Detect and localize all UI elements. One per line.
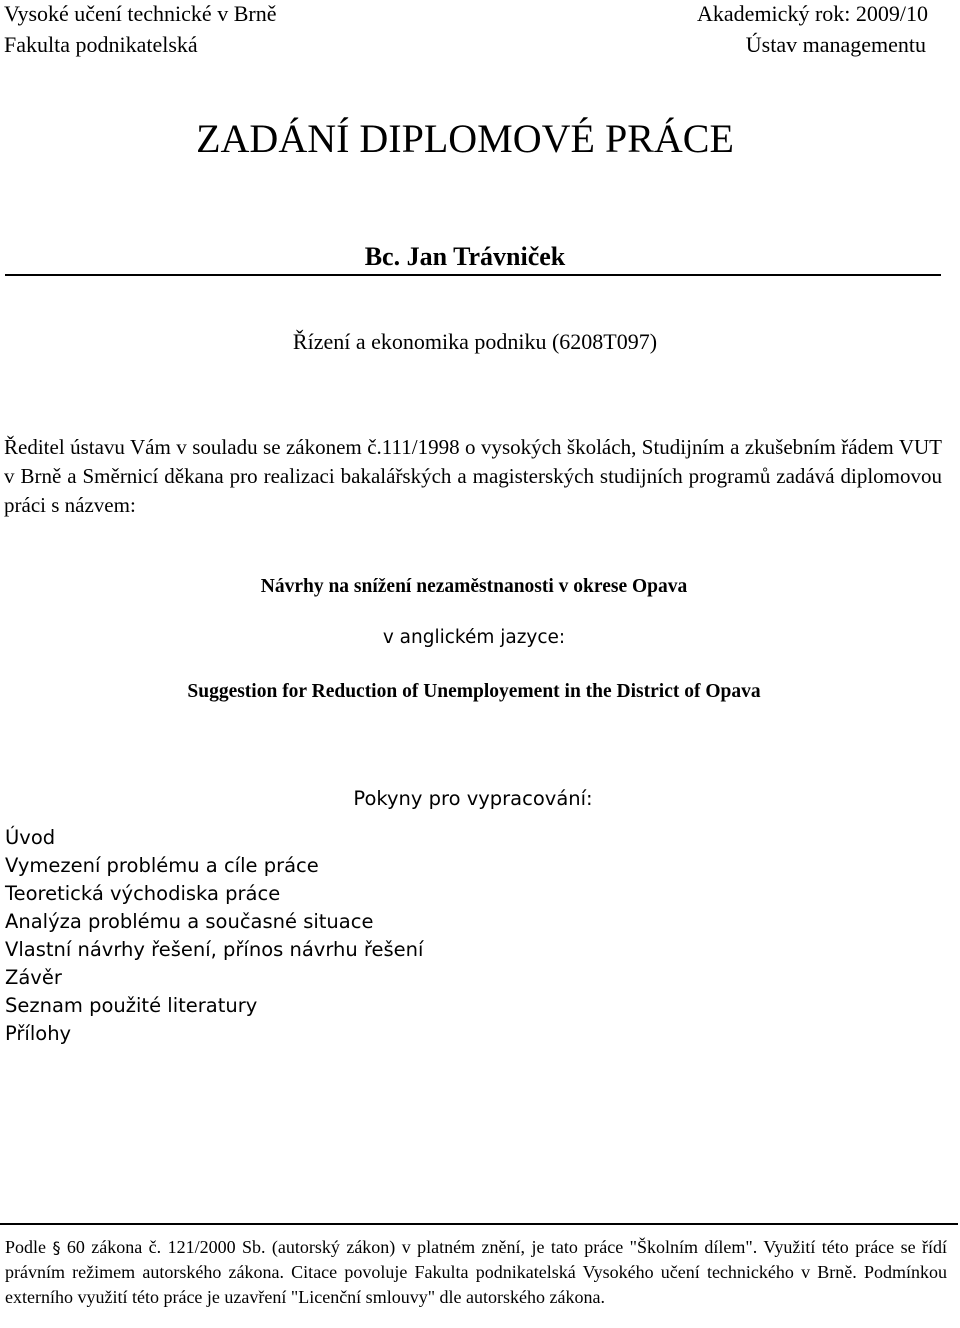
- study-program: Řízení a ekonomika podniku (6208T097): [292, 329, 658, 354]
- instructions-heading: Pokyny pro vypracování:: [353, 787, 593, 810]
- list-item: Vlastní návrhy řešení, přínos návrhu řešení: [5, 938, 424, 961]
- legal-notice: [5, 1235, 947, 1310]
- list-item: Přílohy: [5, 1022, 72, 1045]
- list-item: Závěr: [5, 966, 62, 989]
- student-name: Bc. Jan Trávniček: [364, 242, 566, 271]
- list-item: Teoretická východiska práce: [5, 882, 281, 905]
- intro-paragraph: Ředitel ústavu Vám v souladu se zákonem č.111/1998 o vysokých školách, Studijním a zkušebním řádem VUT v Brně a Směrnicí děkana pro realizaci bakalářských a magisterských studijních programů zadává diplomovou práci s názvem:: [4, 435, 942, 517]
- faculty-name: Fakulta podnikatelská: [4, 32, 198, 57]
- footer-rule: [0, 1223, 958, 1225]
- thesis-title-en: Suggestion for Reduction of Unemployement in the District of Opava: [187, 681, 761, 702]
- list-item: Úvod: [5, 826, 56, 849]
- list-item: Analýza problému a současné situace: [5, 910, 374, 933]
- academic-year: Akademický rok: 2009/10: [697, 1, 928, 26]
- list-item: Seznam použité literatury: [5, 994, 258, 1017]
- legal-text: 60 zákona č. 121/2000 Sb. (autorský zákon) v platném znění, je tato práce "Školním dílem". Využití této práce se řídí právním režimem autorského zákona. Citace povoluje Fakulta podnikatelská Vysokého učení technického v Brně. Podmínkou externího využití této práce je uzavření "Licenční smlouvy" dle autorského zákona.: [5, 1237, 947, 1307]
- thesis-title-cz: Návrhy na snížení nezaměstnanosti v okrese Opava: [260, 576, 688, 597]
- outline-list: [5, 824, 423, 1048]
- legal-prefix: Podle: [5, 1237, 47, 1257]
- university-name: Vysoké učení technické v Brně: [4, 1, 277, 26]
- english-label: v anglickém jazyce:: [382, 627, 566, 648]
- institute-name: Ústav managementu: [745, 32, 926, 57]
- section-symbol: §: [52, 1238, 61, 1257]
- list-item: Vymezení problému a cíle práce: [5, 854, 319, 877]
- student-underline: [5, 274, 941, 276]
- document-title: ZADÁNÍ DIPLOMOVÉ PRÁCE: [196, 116, 734, 161]
